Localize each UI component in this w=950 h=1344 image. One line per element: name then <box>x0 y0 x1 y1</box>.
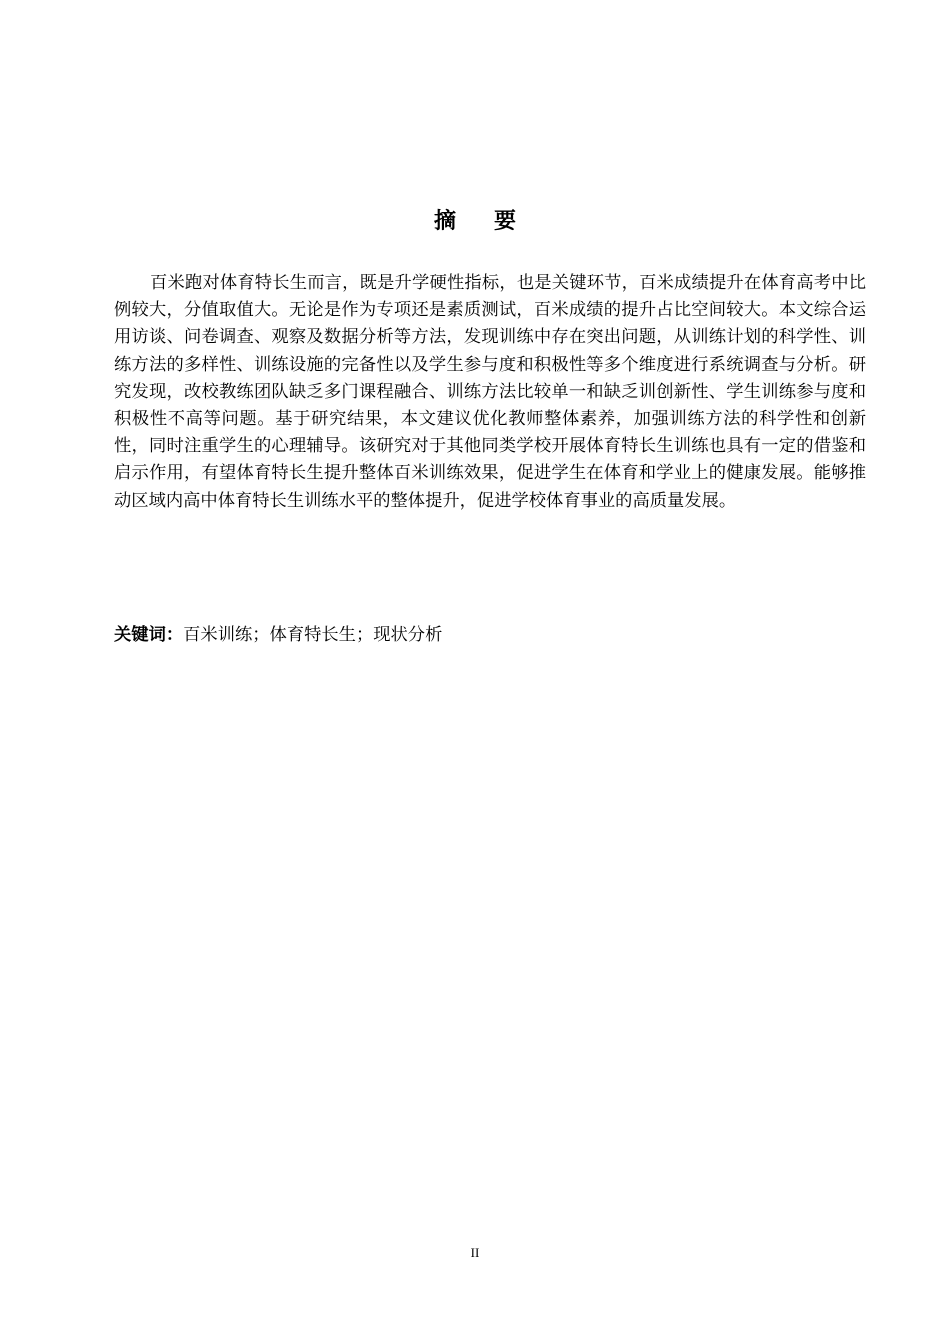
abstract-paragraph: 百米跑对体育特长生而言，既是升学硬性指标，也是关键环节，百米成绩提升在体育高考中比例较大，分值取值大。无论是作为专项还是素质测试，百米成绩的提升占比空间较大。本文综合运用访谈、问卷调查、观察及数据分析等方法，发现训练中存在突出问题，从训练计划的科学性、训练方法的多样性、训练设施的完备性以及学生参与度和积极性等多个维度进行系统调查与分析。研究发现，改校教练团队缺乏多门课程融合、训练方法比较单一和缺乏训创新性、学生训练参与度和积极性不高等问题。基于研究结果，本文建议优化教师整体素养，加强训练方法的科学性和创新性，同时注重学生的心理辅导。该研究对于其他同类学校开展体育特长生训练也具有一定的借鉴和启示作用，有望体育特长生提升整体百米训练效果，促进学生在体育和学业上的健康发展。能够推动区域内高中体育特长生训练水平的整体提升，促进学校体育事业的高质量发展。 <box>114 273 866 511</box>
keywords-line <box>114 622 866 649</box>
page-number: II <box>470 1245 480 1260</box>
keywords-label: 关键词： <box>114 625 184 645</box>
keywords-text: 百米训练；体育特长生；现状分析 <box>183 625 443 645</box>
abstract-title: 摘要 <box>433 209 554 234</box>
